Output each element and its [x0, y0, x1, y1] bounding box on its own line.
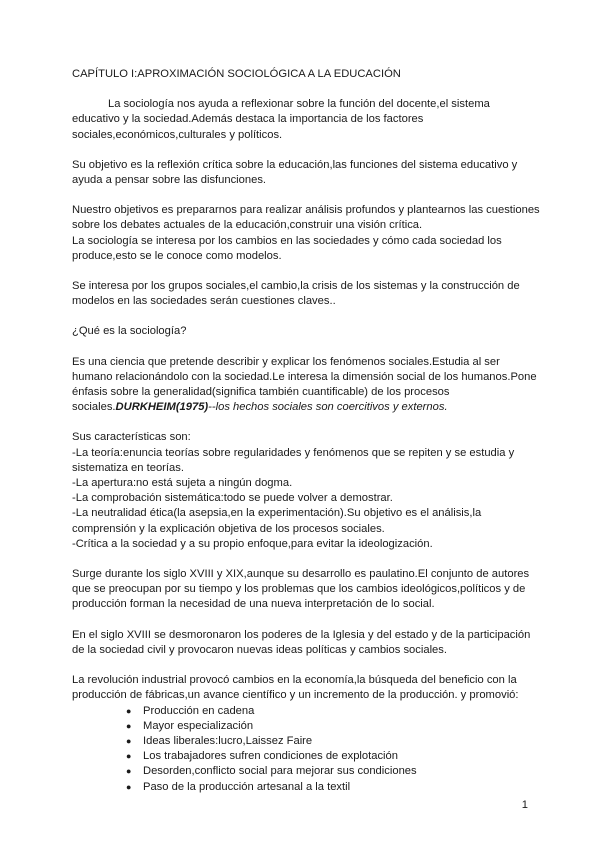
- consequences-list: [72, 704, 540, 795]
- characteristic-item: -La neutralidad ética(la asepsia,en la experimentación).Su objetivo es el análisis,la comprensión y la explicación objetiva de los procesos sociales.: [72, 507, 482, 535]
- list-item: ● Paso de la producción artesanal a la textil: [126, 780, 540, 795]
- goals-paragraph: Nuestro objetivos es prepararnos para realizar análisis profundos y plantearnos las cuestiones sobre los debates actuales de la educación,construir una visión crítica.: [72, 204, 540, 232]
- groups-paragraph: Se interesa por los grupos sociales,el cambio,la crisis de los sistemas y la construcción de modelos en las sociedades serán cuestiones claves..: [72, 280, 520, 308]
- list-item: ● Mayor especialización: [126, 719, 540, 734]
- characteristic-item: -Crítica a la sociedad y a su propio enfoque,para evitar la ideologización.: [72, 537, 433, 550]
- list-item: ● Ideas liberales:lucro,Laissez Faire: [126, 734, 540, 749]
- list-item: ● Desorden,conflicto social para mejorar sus condiciones: [126, 764, 540, 779]
- intro-paragraph: La sociología nos ayuda a reflexionar sobre la función del docente,el sistema educativo y la sociedad.Además destaca la importancia de los factores sociales,económicos,culturales y políticos.: [72, 98, 490, 141]
- characteristics-block: [72, 430, 540, 552]
- chapter-title: CAPÍTULO I:APROXIMACIÓN SOCIOLÓGICA A LA EDUCACIÓN: [72, 68, 401, 80]
- definition-paragraph: [72, 355, 540, 416]
- origin-paragraph: Surge durante los siglo XVIII y XIX,aunque su desarrollo es paulatino.El conjunto de autores que se preocupan por su tiempo y los problemas que los cambios ideológicos,políticos y de producción forman la necesidad de una nueva interpretación de lo social.: [72, 568, 530, 611]
- list-item: ● Los trabajadores sufren condiciones de explotación: [126, 749, 540, 764]
- changes-paragraph: La sociología se interesa por los cambios en las sociedades y cómo cada sociedad los produce,esto se le conoce como modelos.: [72, 234, 502, 262]
- industrial-revolution-paragraph: La revolución industrial provocó cambios en la economía,la búsqueda del beneficio con la producción de fábricas,un avance científico y un incremento de la producción. y promovió:: [72, 674, 519, 702]
- eighteenth-century-paragraph: En el siglo XVIII se desmoronaron los poderes de la Iglesia y del estado y de la participación de la sociedad civil y provocaron nuevas ideas políticas y cambios sociales.: [72, 628, 531, 656]
- characteristic-item: -La teoría:enuncia teorías sobre regularidades y fenómenos que se repiten y se estudia y sistematiza en teorías.: [72, 446, 515, 474]
- definition-text: Es una ciencia que pretende describir y explicar los fenómenos sociales.Estudia al ser humano relacionándolo con la sociedad.Le interesa la dimensión social de los humanos.Pone énfasis sobre la generalidad(significa también cuantificable) de los procesos sociales.: [72, 355, 537, 414]
- characteristic-item: -La apertura:no está sujeta a ningún dogma.: [72, 477, 293, 490]
- characteristics-title: Sus características son:: [72, 431, 191, 444]
- question-heading: ¿Qué es la sociología?: [72, 325, 187, 338]
- page-number: 1: [521, 799, 528, 811]
- author-reference: DURKHEIM(1975): [115, 401, 209, 414]
- characteristic-item: -La comprobación sistemática:todo se puede volver a demostrar.: [72, 492, 393, 505]
- objective-paragraph: Su objetivo es la reflexión crítica sobre la educación,las funciones del sistema educativo y ayuda a pensar sobre las disfunciones.: [72, 158, 518, 187]
- list-item: ● Producción en cadena: [126, 704, 540, 719]
- author-quote: --los hechos sociales son coercitivos y externos.: [208, 401, 448, 414]
